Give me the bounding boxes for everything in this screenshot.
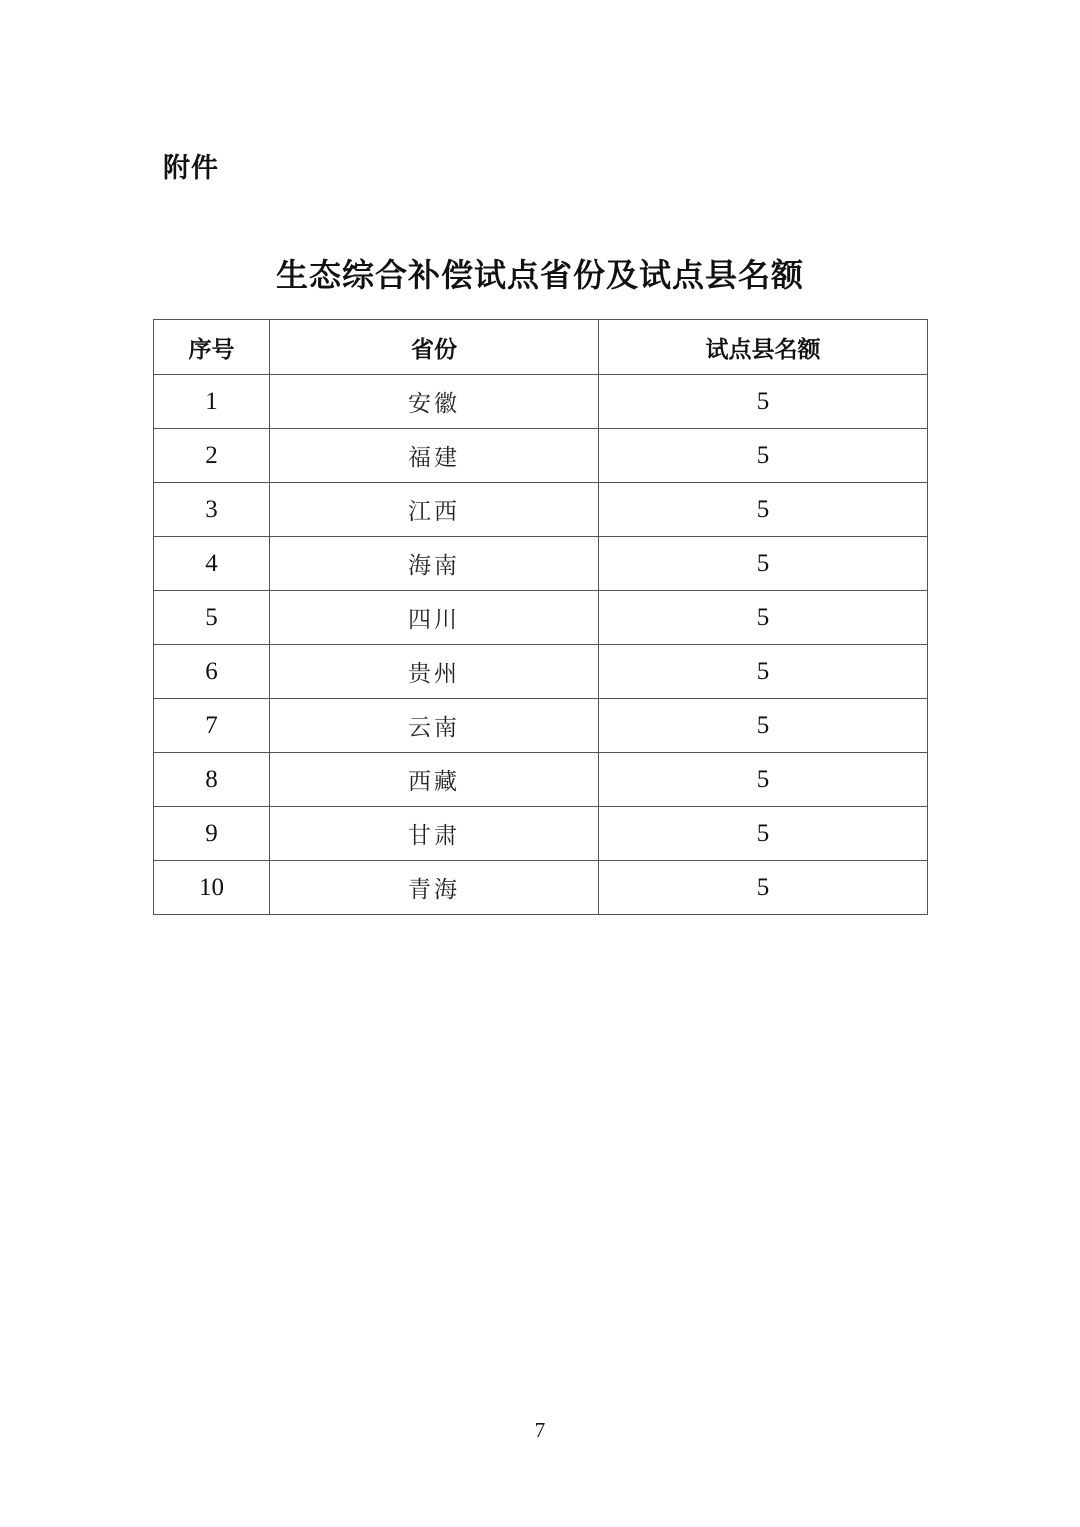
table-row [154, 483, 928, 537]
row-quota: 5 [599, 807, 928, 861]
header-pilot-county-quota: 试点县名额 [599, 320, 928, 375]
row-province: 福建 [270, 429, 599, 483]
row-number: 10 [154, 861, 270, 915]
row-quota: 5 [599, 591, 928, 645]
table-row [154, 645, 928, 699]
row-quota: 5 [599, 537, 928, 591]
row-province: 海南 [270, 537, 599, 591]
row-province: 甘肃 [270, 807, 599, 861]
header-serial-number: 序号 [154, 320, 270, 375]
attachment-label: 附件 [163, 153, 219, 184]
row-number: 1 [154, 375, 270, 429]
row-number: 3 [154, 483, 270, 537]
table-row [154, 591, 928, 645]
row-number: 9 [154, 807, 270, 861]
document-title: 生态综合补偿试点省份及试点县名额 [275, 256, 804, 294]
row-quota: 5 [599, 861, 928, 915]
row-province: 安徽 [270, 375, 599, 429]
table-header-row [154, 320, 928, 375]
table-row [154, 429, 928, 483]
table-row [154, 753, 928, 807]
row-number: 4 [154, 537, 270, 591]
row-province: 贵州 [270, 645, 599, 699]
row-number: 8 [154, 753, 270, 807]
row-province: 云南 [270, 699, 599, 753]
row-province: 四川 [270, 591, 599, 645]
row-quota: 5 [599, 375, 928, 429]
table-row [154, 699, 928, 753]
row-quota: 5 [599, 753, 928, 807]
table-row [154, 537, 928, 591]
row-quota: 5 [599, 429, 928, 483]
table-row [154, 807, 928, 861]
row-quota: 5 [599, 645, 928, 699]
header-province: 省份 [270, 320, 599, 375]
row-province: 西藏 [270, 753, 599, 807]
row-quota: 5 [599, 483, 928, 537]
row-quota: 5 [599, 699, 928, 753]
table-row [154, 375, 928, 429]
row-number: 5 [154, 591, 270, 645]
row-province: 江西 [270, 483, 599, 537]
table-row [154, 861, 928, 915]
row-number: 7 [154, 699, 270, 753]
row-province: 青海 [270, 861, 599, 915]
row-number: 6 [154, 645, 270, 699]
page-number: 7 [534, 1418, 546, 1442]
pilot-quota-table [153, 319, 928, 915]
row-number: 2 [154, 429, 270, 483]
